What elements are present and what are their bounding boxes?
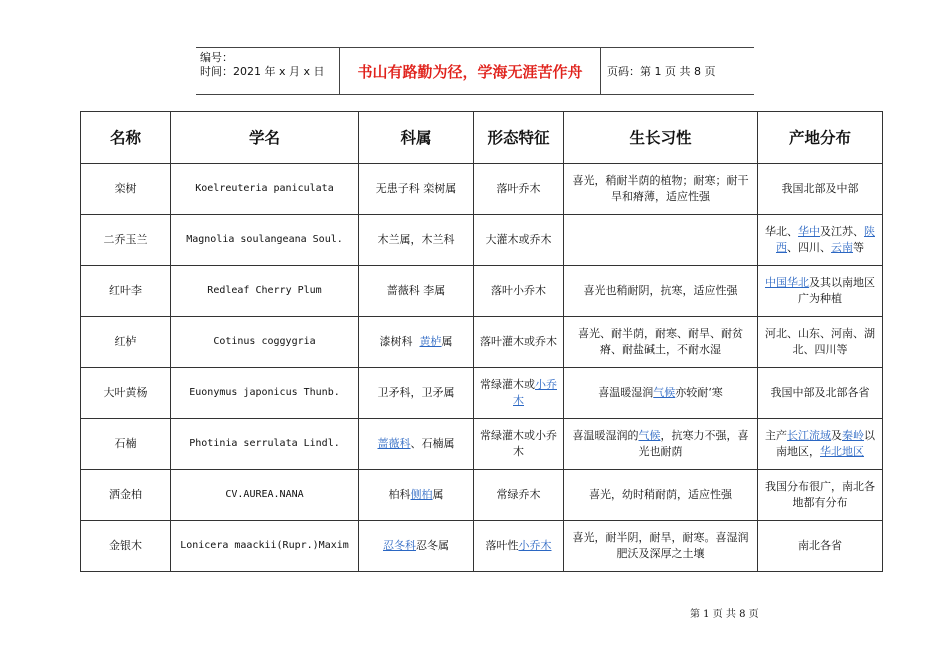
link-climate[interactable]: 气候 <box>638 429 661 442</box>
table-row <box>81 419 883 470</box>
cell-family: 柏科侧柏属 <box>359 470 474 521</box>
cell-dist: 我国北部及中部 <box>758 164 883 215</box>
link-qinling[interactable]: 秦岭 <box>842 429 864 442</box>
cell-habit: 喜光，耐半阴，耐旱，耐寒。喜湿润肥沃及深厚之土壤 <box>564 521 758 572</box>
cell-name: 二乔玉兰 <box>81 215 171 266</box>
link-huanglu[interactable]: 黄栌 <box>419 335 442 348</box>
table-row <box>81 317 883 368</box>
page-label: 页码：第 1 页 共 8 页 <box>607 65 716 78</box>
plant-table <box>80 111 883 572</box>
cell-name: 金银木 <box>81 521 171 572</box>
cell-form: 落叶灌木或乔木 <box>474 317 564 368</box>
cell-habit: 喜温暖湿润气候亦较耐‘寒 <box>564 368 758 419</box>
link-huazhong[interactable]: 华中 <box>798 225 820 238</box>
table-row <box>81 470 883 521</box>
link-small-tree[interactable]: 小乔木 <box>513 378 557 407</box>
cell-dist: 我国中部及北部各省 <box>758 368 883 419</box>
col-header-family: 科属 <box>359 112 474 164</box>
cell-form: 常绿灌木或小乔木 <box>474 368 564 419</box>
col-header-dist: 产地分布 <box>758 112 883 164</box>
link-shaanxi[interactable]: 陕西 <box>776 225 875 254</box>
cell-dist: 南北各省 <box>758 521 883 572</box>
cell-form: 大灌木或乔木 <box>474 215 564 266</box>
col-header-latin: 学名 <box>171 112 359 164</box>
cell-latin: Lonicera maackii(Rupr.)Maxim <box>171 521 359 572</box>
header-meta <box>200 51 335 79</box>
table-row <box>81 368 883 419</box>
cell-family: 蔷薇科、石楠属 <box>359 419 474 470</box>
cell-habit: 喜光也稍耐阴，抗寒，适应性强 <box>564 266 758 317</box>
link-yunnan[interactable]: 云南 <box>831 241 853 254</box>
cell-family: 蔷薇科 李属 <box>359 266 474 317</box>
cell-form: 常绿乔木 <box>474 470 564 521</box>
cell-name: 红栌 <box>81 317 171 368</box>
cell-name: 洒金柏 <box>81 470 171 521</box>
cell-habit <box>564 215 758 266</box>
document-header <box>196 47 754 95</box>
cell-habit: 喜光，幼时稍耐荫，适应性强 <box>564 470 758 521</box>
cell-latin: CV.AUREA.NANA <box>171 470 359 521</box>
cell-family: 漆树科 黄栌属 <box>359 317 474 368</box>
table-row <box>81 521 883 572</box>
cell-form: 落叶乔木 <box>474 164 564 215</box>
cell-latin: Redleaf Cherry Plum <box>171 266 359 317</box>
cell-family: 卫矛科，卫矛属 <box>359 368 474 419</box>
cell-latin: Photinia serrulata Lindl. <box>171 419 359 470</box>
cell-habit: 喜温暖湿润的气候，抗寒力不强，喜光也耐荫 <box>564 419 758 470</box>
table-header-row <box>81 112 883 164</box>
table-row <box>81 266 883 317</box>
link-platycladus[interactable]: 侧柏 <box>410 488 433 501</box>
cell-habit: 喜光、耐半荫，耐寒、耐旱、耐贫瘠、耐盐碱土，不耐水湿 <box>564 317 758 368</box>
cell-dist: 主产长江流域及秦岭以南地区，华北地区 <box>758 419 883 470</box>
cell-name: 石楠 <box>81 419 171 470</box>
link-rosaceae[interactable]: 蔷薇科 <box>377 437 411 450</box>
cell-latin: Euonymus japonicus Thunb. <box>171 368 359 419</box>
cell-habit: 喜光，稍耐半荫的植物；耐寒；耐干旱和瘠薄，适应性强 <box>564 164 758 215</box>
cell-latin: Cotinus coggygria <box>171 317 359 368</box>
link-huabei-region[interactable]: 华北地区 <box>820 445 864 458</box>
col-header-form: 形态特征 <box>474 112 564 164</box>
cell-dist: 河北、山东、河南、湖北、四川等 <box>758 317 883 368</box>
header-motto: 书山有路勤为径，学海无涯苦作舟 <box>339 48 601 94</box>
link-small-tree[interactable]: 小乔木 <box>518 539 552 552</box>
cell-family: 忍冬科忍冬属 <box>359 521 474 572</box>
time-label: 时间：2021 年 x 月 x 日 <box>200 65 325 78</box>
code-label: 编号： <box>200 51 233 64</box>
cell-dist: 我国分布很广，南北各地都有分布 <box>758 470 883 521</box>
table-row <box>81 215 883 266</box>
table-row <box>81 164 883 215</box>
cell-latin: Magnolia soulangeana Soul. <box>171 215 359 266</box>
cell-form: 落叶性小乔木 <box>474 521 564 572</box>
cell-name: 栾树 <box>81 164 171 215</box>
page-footer: 第 1 页 共 8 页 <box>690 609 759 620</box>
col-header-habit: 生长习性 <box>564 112 758 164</box>
link-huabei-china[interactable]: 中国华北 <box>765 276 809 289</box>
cell-dist: 中国华北及其以南地区广为种植 <box>758 266 883 317</box>
cell-dist: 华北、华中及江苏、陕西、四川、云南等 <box>758 215 883 266</box>
col-header-name: 名称 <box>81 112 171 164</box>
link-yangtze[interactable]: 长江流域 <box>787 429 831 442</box>
cell-name: 红叶李 <box>81 266 171 317</box>
cell-form: 落叶小乔木 <box>474 266 564 317</box>
link-caprifoliaceae[interactable]: 忍冬科 <box>383 539 416 552</box>
cell-name: 大叶黄杨 <box>81 368 171 419</box>
cell-latin: Koelreuteria paniculata <box>171 164 359 215</box>
cell-family: 无患子科 栾树属 <box>359 164 474 215</box>
cell-family: 木兰属，木兰科 <box>359 215 474 266</box>
cell-form: 常绿灌木或小乔木 <box>474 419 564 470</box>
link-climate[interactable]: 气候 <box>653 386 676 399</box>
